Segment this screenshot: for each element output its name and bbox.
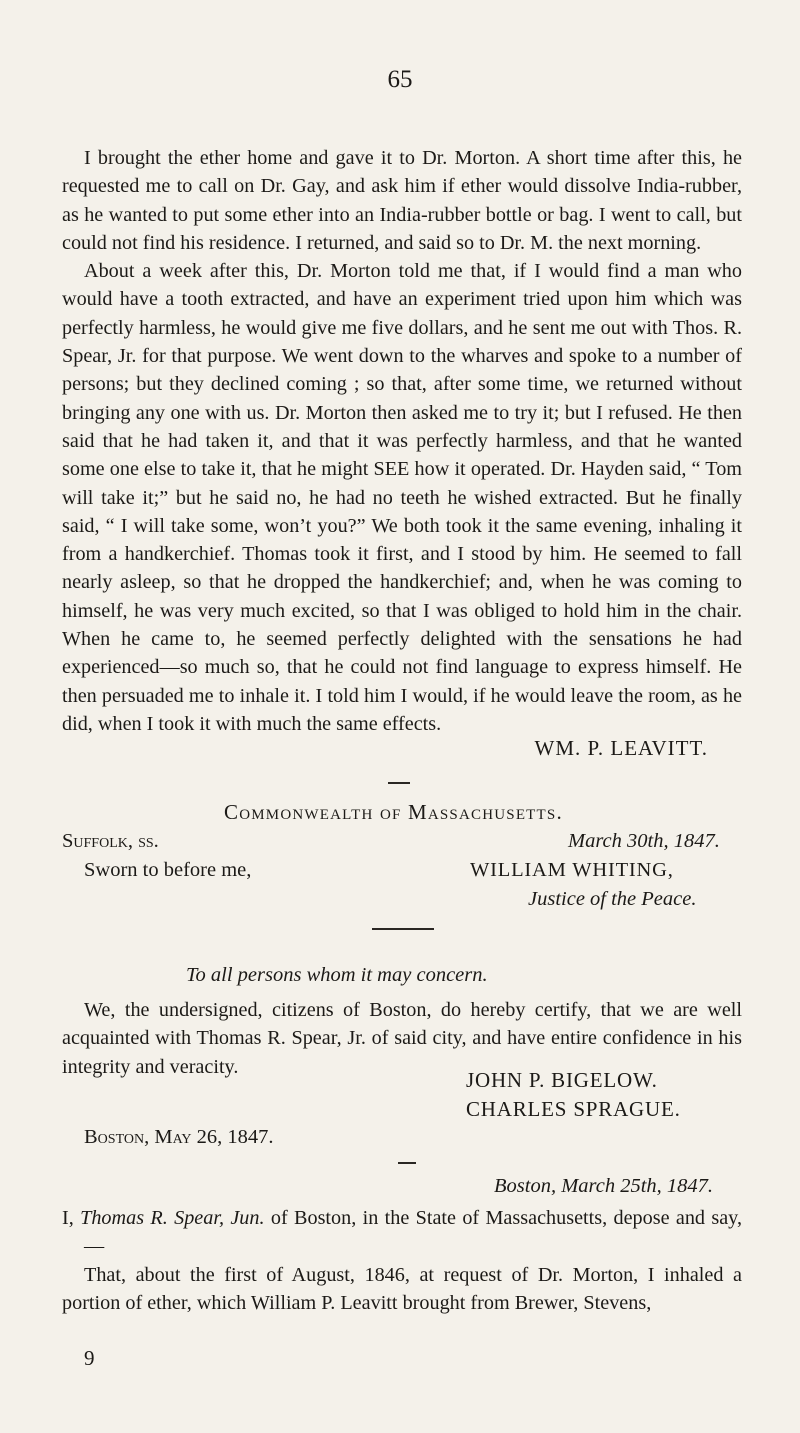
jurat-heading: Commonwealth of Massachusetts.	[224, 800, 563, 824]
paragraph: That, about the first of August, 1846, at request of Dr. Morton, I inhaled a portion of ether, which William P. Leavitt brought from Brewer, Stevens,	[62, 1263, 742, 1314]
jurat-title: Justice of the Peace.	[528, 888, 697, 910]
leavitt-signature: WM. P. LEAVITT.	[534, 736, 708, 760]
certificate-salutation: To all persons whom it may concern.	[186, 964, 488, 986]
certificate-place-date: Boston, May 26, 1847.	[84, 1126, 274, 1148]
certificate-signer: CHARLES SPRAGUE.	[466, 1097, 681, 1121]
deposition-place-date: Boston, March 25th, 1847.	[494, 1175, 714, 1197]
leavitt-letter	[62, 144, 742, 738]
jurat-date: March 30th, 1847.	[568, 830, 720, 852]
divider	[388, 782, 410, 784]
divider	[372, 928, 434, 930]
jurat-sworn: Sworn to before me,	[84, 859, 252, 881]
jurat-county: Suffolk, ss.	[62, 830, 159, 852]
paragraph: About a week after this, Dr. Morton told me that, if I would find a man who would have a tooth extracted, and have an experiment tried upon him which was perfectly harmless, he would give me five dollars, and he sent me out with Thos. R. Spear, Jr. for that purpose. We went down to the wharves and spoke to a number of persons; but they declined coming ; so that, after some time, we returned without bringing any one with us. Dr. Morton then asked me to try it; but I refused. He then said that he had taken it, and that it was perfectly harmless, and that he wanted some one else to take it, that he might SEE how it operated. Dr. Hayden said, “ Tom will take it;” but he said no, he had no teeth he wished extracted. But he finally said, “ I will take some, won’t you?” We both took it the same evening, inhaling it from a handkerchief. Thomas took it first, and I stood by him. He seemed to fall nearly asleep, so that he dropped the handkerchief; and, when he was coming to himself, he was very much excited, so that I was obliged to hold him in the chair. When he came to, he seemed perfectly delighted with the sensations he had experienced—so much so, that he could not find language to express himself. He then persuaded me to inhale it. I told him I would, if he would leave the room, as he did, when I took it with much the same effects.	[62, 260, 742, 735]
divider	[398, 1162, 416, 1164]
deposition-intro: I, Thomas R. Spear, Jun. of Boston, in the State of Massachusetts, depose and say,— That, about the first of August, 1846, at request of Dr. Morton, I inhaled a portion of ether, which William P. Leavitt brought from Brewer, Stevens,	[62, 1204, 742, 1317]
certificate-signer: JOHN P. BIGELOW.	[466, 1068, 658, 1092]
deponent-name: Thomas R. Spear, Jun.	[80, 1207, 265, 1229]
jurat-official: WILLIAM WHITING,	[470, 859, 674, 881]
page-number: 65	[387, 66, 413, 93]
paragraph: I brought the ether home and gave it to Dr. Morton. A short time after this, he requested me to call on Dr. Gay, and ask him if ether would dissolve India-rubber, as he wanted to put some ether into an India-rubber bottle or bag. I went to call, but could not find his residence. I returned, and said so to Dr. M. the next morning.	[62, 147, 742, 254]
certificate-text: We, the undersigned, citizens of Boston, do hereby certify, that we are well acquainted with Thomas R. Spear, Jr. of said city, and have entire confidence in his integrity and veracity.	[62, 999, 742, 1078]
signature-mark: 9	[84, 1346, 95, 1370]
